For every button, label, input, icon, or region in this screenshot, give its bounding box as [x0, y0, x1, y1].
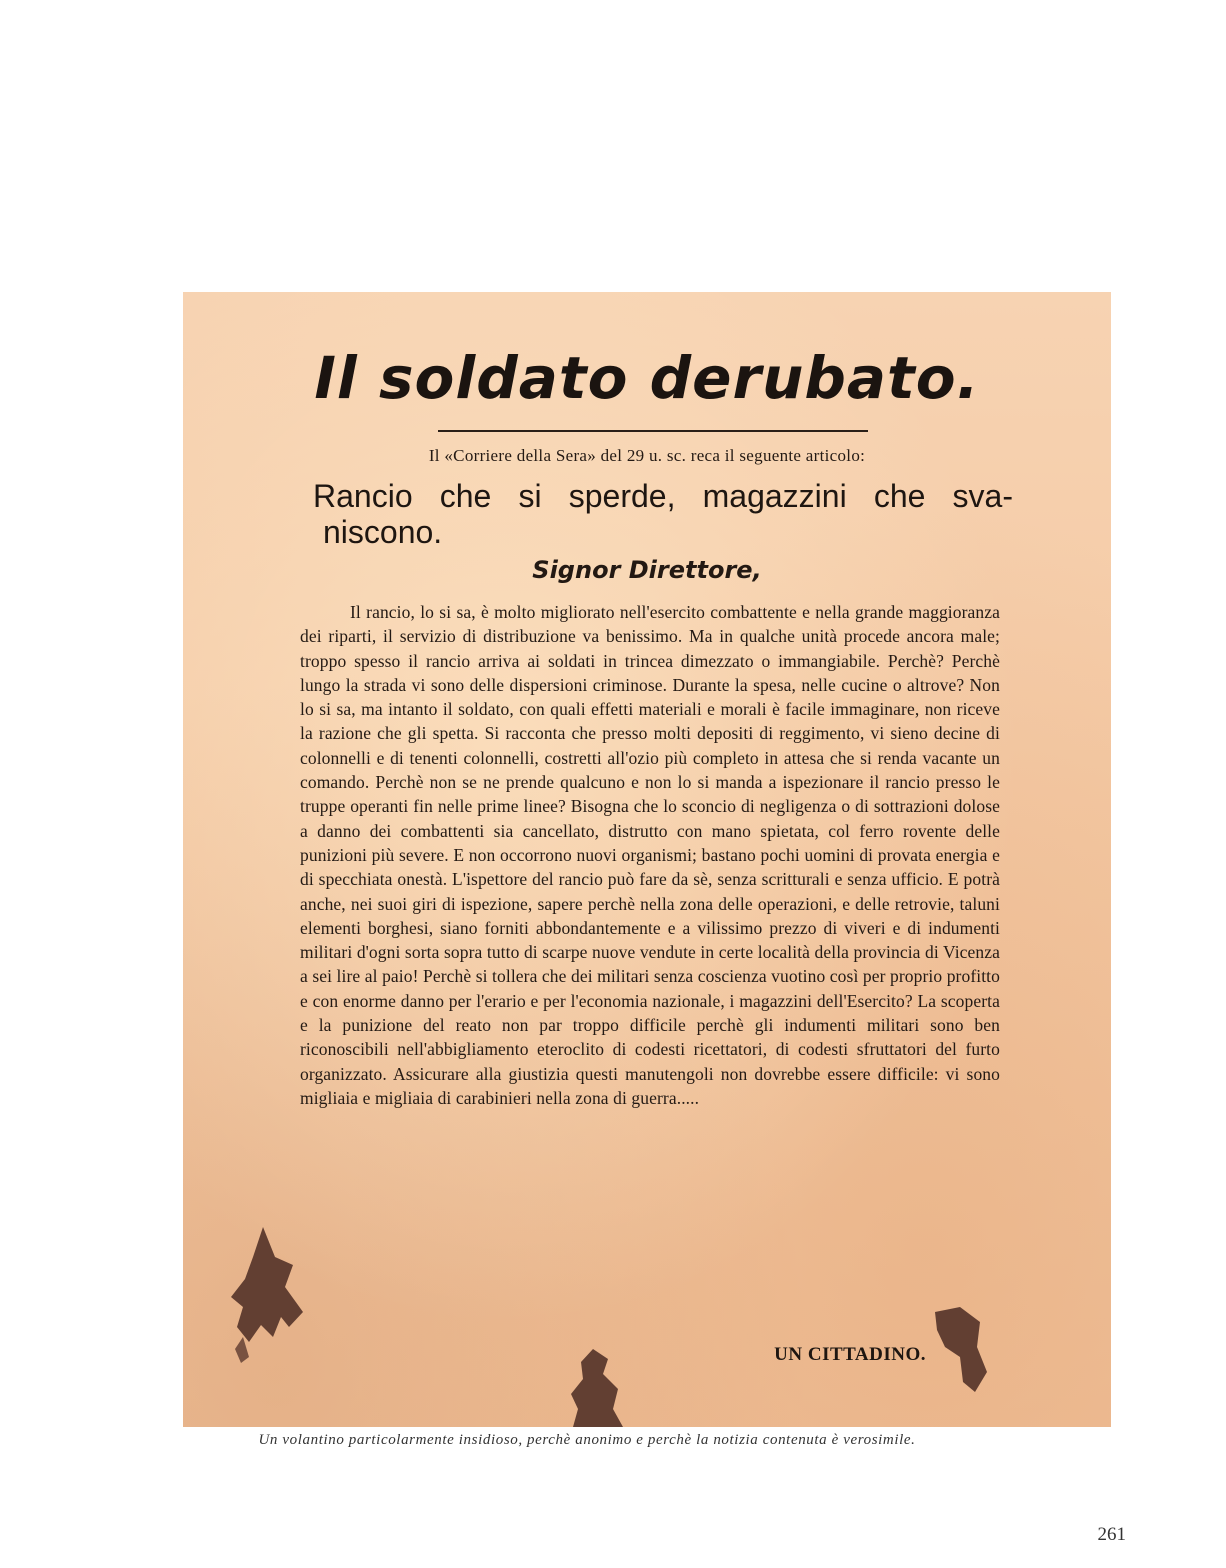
leaflet-title: Il soldato derubato.: [314, 344, 980, 412]
leaflet-scan: [183, 292, 1111, 1427]
article-headline-line2: niscono.: [323, 514, 443, 550]
leaflet-intro: Il «Corriere della Sera» del 29 u. sc. reca il seguente articolo:: [428, 446, 866, 465]
page-number: 261: [1097, 1524, 1126, 1545]
article-headline-line1: Rancio che si sperde, magazzini che sva-: [313, 478, 1013, 514]
letter-signature: UN CITTADINO.: [774, 1344, 926, 1365]
letter-body: Il rancio, lo si sa, è molto migliorato nell'esercito combattente e nella grande maggioranza dei riparti, il servizio di distribuzione va benissimo. Ma in qualche unità procede ancora male; troppo spesso il rancio arriva ai soldati in trincea dimezzato o immangiabile. Perchè? Perchè lungo la strada vi sono delle dispersioni criminose. Durante la spesa, nelle cucine o altrove? Non lo si sa, ma intanto il soldato, con quali effetti materiali e morali è facile immaginare, non riceve la razione che gli spetta. Si racconta che presso molti depositi di reggimento, vi sieno decine di colonnelli e di tenenti colonnelli, costretti all'ozio più completo in attesa che si renda vacante un comando. Perchè non se ne prende qualcuno e non lo si manda a ispezionare il rancio presso le truppe operanti fin nelle prime linee? Bisogna che lo sconcio di negligenza o di sottrazioni dolose a danno dei combattenti sia cancellato, distrutto con mano spietata, col ferro rovente delle punizioni più severe. E non occorrono nuovi organismi; bastano pochi uomini di provata energia e di specchiata onestà. L'ispettore del rancio può fare da sè, senza scritturali e senza ufficio. E potrà anche, nei suoi giri di ispezione, sapere perchè nella zona delle operazioni, e delle retrovie, taluni elementi borghesi, siano forniti abbondantemente e a vilissimo prezzo di viveri e di indumenti militari d'ogni sorta sopra tutto di scarpe nuove vendute in certe località della provincia di Vicenza a sei lire al paio! Perchè si tollera che dei militari senza coscienza vuotino così per proprio profitto e con enorme danno per l'erario e per l'economia nazionale, i magazzini dell'Esercito? La scoperta e la punizione del reato non par troppo difficile perchè gli indumenti militari sono ben riconoscibili nell'abbigliamento eteroclito di codesti ricettatori, di codesti sfruttatori del furto organizzato. Assicurare alla giustizia questi manutengoli non dovrebbe essere difficile: vi sono migliaia e migliaia di carabinieri nella zona di guerra.....: [300, 602, 1000, 1108]
ink-stain-left: [223, 1217, 313, 1367]
letter-salutation: Signor Direttore,: [532, 556, 762, 584]
ink-stain-bottom: [563, 1344, 633, 1427]
ink-stain-right: [925, 1302, 995, 1397]
figure-caption: Un volantino particolarmente insidioso, perchè anonimo e perchè la notizia contenuta è verosimile.: [258, 1432, 916, 1448]
title-divider: [438, 430, 868, 432]
